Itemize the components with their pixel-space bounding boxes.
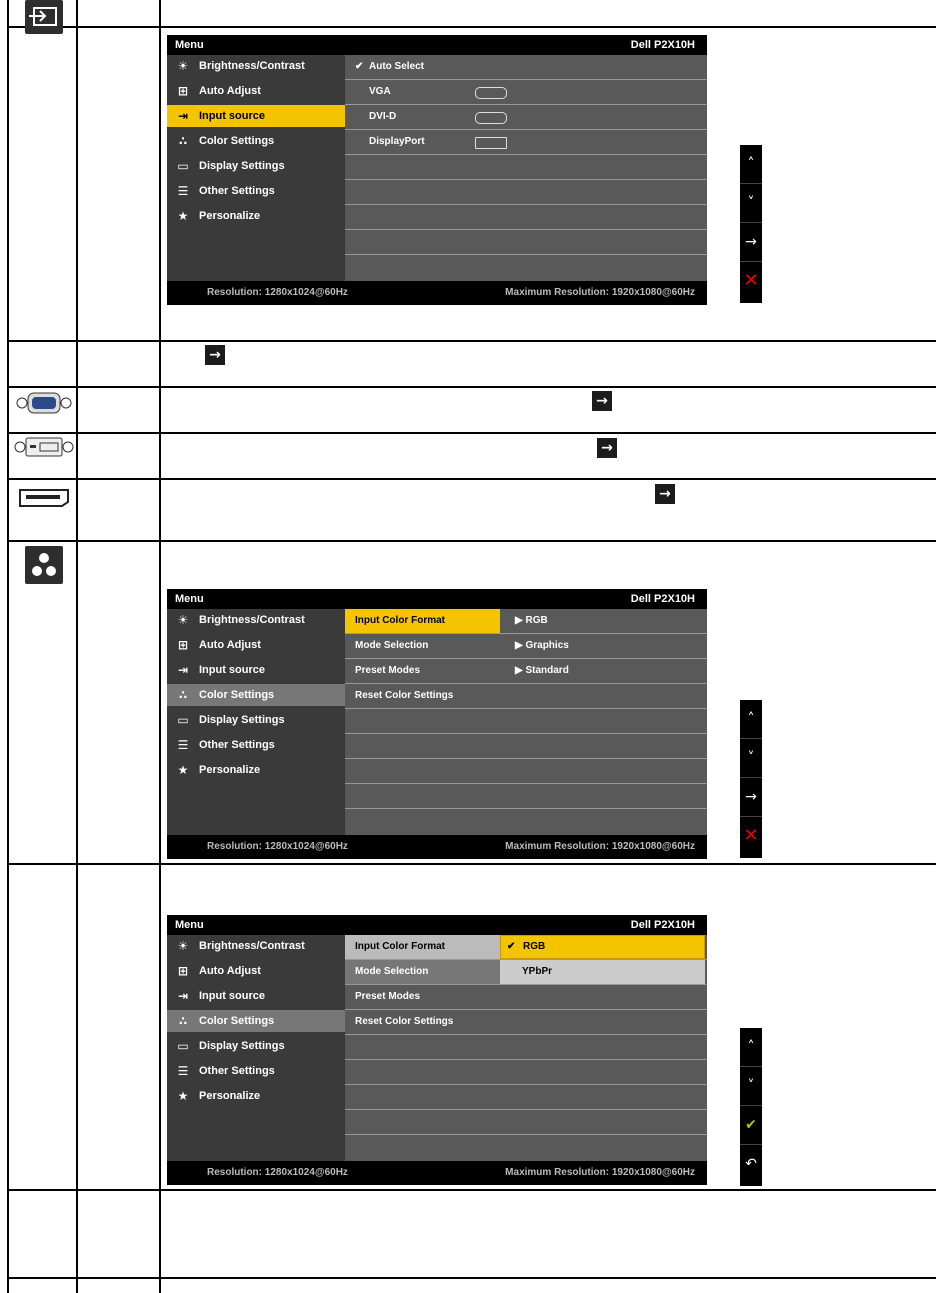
color-settings-icon — [25, 546, 63, 584]
menu-item-personalize[interactable]: ★ Personalize — [167, 759, 345, 781]
menu-item-brightness[interactable]: ☀ Brightness/Contrast — [167, 55, 345, 77]
menu-item-auto-adjust[interactable]: ⊞ Auto Adjust — [167, 634, 345, 656]
submenu-empty — [345, 1060, 707, 1085]
submenu-input-color-format[interactable]: Input Color Format — [345, 935, 707, 960]
up-button[interactable]: ˄ — [740, 700, 762, 739]
sliders-icon: ☰ — [177, 738, 189, 752]
sliders-icon: ☰ — [177, 1064, 189, 1078]
sliders-icon: ☰ — [177, 184, 189, 198]
right-arrow-icon: → — [205, 345, 225, 365]
check-icon: ✔ — [355, 61, 364, 72]
menu-item-input-source[interactable]: ⇥ Input source — [167, 105, 345, 127]
table-border-left — [7, 0, 9, 1293]
submenu-empty — [345, 155, 707, 180]
display-icon: ▭ — [177, 713, 189, 727]
control-bar — [740, 700, 762, 858]
submenu-reset-color[interactable]: Reset Color Settings — [345, 684, 707, 709]
row-divider — [7, 432, 936, 434]
row-divider — [7, 26, 936, 28]
menu-item-other-settings[interactable]: ☰ Other Settings — [167, 1060, 345, 1082]
row-divider — [7, 1277, 936, 1279]
osd-menu-label: Menu — [175, 39, 204, 51]
vga-connector-icon — [16, 390, 72, 421]
color-settings-icon: ∴ — [178, 1014, 188, 1028]
right-arrow-icon: → — [592, 391, 612, 411]
submenu-auto-select[interactable]: ✔ Auto Select — [345, 55, 707, 80]
displayport-connector-icon — [18, 488, 70, 513]
osd-status-bar: Resolution: 1280x1024@60Hz Maximum Resolution: 1920x1080@60Hz — [167, 1161, 707, 1185]
star-icon: ★ — [177, 763, 189, 777]
value-standard: ▶ Standard — [515, 665, 569, 676]
submenu-empty — [345, 1085, 707, 1110]
menu-item-display-settings[interactable]: ▭ Display Settings — [167, 1035, 345, 1057]
star-icon: ★ — [177, 1089, 189, 1103]
table-col-divider-2 — [159, 0, 161, 1293]
submenu-mode-selection[interactable]: Mode Selection — [345, 960, 707, 985]
resolution-text: Resolution: 1280x1024@60Hz — [207, 287, 348, 298]
menu-item-display-settings[interactable]: ▭ Display Settings — [167, 709, 345, 731]
row-divider — [7, 1189, 936, 1191]
submenu-displayport[interactable]: DisplayPort — [345, 130, 707, 155]
close-button[interactable]: ✕ — [743, 825, 759, 846]
menu-item-color-settings[interactable]: ∴ Color Settings — [167, 684, 345, 706]
display-icon: ▭ — [177, 159, 189, 173]
osd-submenu — [345, 609, 707, 835]
check-button[interactable]: ✔ — [740, 1106, 762, 1145]
star-icon: ★ — [177, 209, 189, 223]
value-graphics: ▶ Graphics — [515, 640, 569, 651]
osd-submenu — [345, 935, 707, 1161]
osd-title-bar — [167, 35, 707, 55]
menu-item-other-settings[interactable]: ☰ Other Settings — [167, 734, 345, 756]
osd-title-bar: Menu Dell P2X10H — [167, 915, 707, 935]
value-rgb: ▶ RGB — [515, 615, 548, 626]
submenu-input-color-format[interactable]: Input Color Format ▶ RGB — [345, 609, 707, 634]
row-divider — [7, 863, 936, 865]
table-col-divider-1 — [76, 0, 78, 1293]
display-icon: ▭ — [177, 1039, 189, 1053]
menu-item-brightness[interactable]: ☀ Brightness/Contrast — [167, 935, 345, 957]
displayport-connector-icon — [475, 137, 507, 149]
control-bar — [740, 145, 762, 303]
auto-adjust-icon: ⊞ — [177, 638, 189, 652]
submenu-empty — [345, 1035, 707, 1060]
submenu-preset-modes[interactable]: Preset Modes ▶ Standard — [345, 659, 707, 684]
osd-title-bar: Menu Dell P2X10H — [167, 589, 707, 609]
submenu-dvi-d[interactable]: DVI-D — [345, 105, 707, 130]
back-button[interactable]: ↶ — [745, 1156, 757, 1172]
auto-adjust-icon: ⊞ — [177, 84, 189, 98]
row-divider — [7, 540, 936, 542]
menu-item-display-settings[interactable]: ▭ Display Settings — [167, 155, 345, 177]
row-divider — [7, 340, 936, 342]
down-button[interactable]: ˅ — [740, 1067, 762, 1106]
up-button[interactable]: ˄ — [740, 1028, 762, 1067]
sun-icon: ☀ — [177, 59, 189, 73]
vga-connector-icon — [475, 87, 507, 99]
input-source-icon: ⇥ — [177, 663, 189, 677]
osd-main-menu — [167, 55, 345, 281]
color-settings-icon: ∴ — [178, 134, 188, 148]
control-bar — [740, 1028, 762, 1186]
osd-main-menu — [167, 609, 345, 835]
check-icon: ✔ — [507, 941, 516, 952]
menu-item-personalize[interactable]: ★ Personalize — [167, 1085, 345, 1107]
right-arrow-icon: → — [655, 484, 675, 504]
submenu-empty — [345, 205, 707, 230]
menu-item-auto-adjust[interactable]: ⊞ Auto Adjust — [167, 960, 345, 982]
dvi-connector-icon — [475, 112, 507, 124]
up-button[interactable]: ˄ — [740, 145, 762, 184]
right-arrow-icon: → — [597, 438, 617, 458]
submenu-empty — [345, 759, 707, 784]
osd-input-color-format — [167, 915, 707, 1185]
right-button[interactable]: → — [740, 223, 762, 262]
right-button[interactable]: → — [740, 778, 762, 817]
submenu-empty — [345, 734, 707, 759]
menu-item-auto-adjust[interactable]: ⊞ Auto Adjust — [167, 80, 345, 102]
menu-item-color-settings[interactable]: ∴ Color Settings — [167, 1010, 345, 1032]
osd-model-label: Dell P2X10H — [630, 39, 695, 51]
submenu-empty — [345, 709, 707, 734]
close-button[interactable]: ✕ — [743, 270, 759, 291]
submenu-empty — [345, 230, 707, 255]
submenu-empty — [345, 180, 707, 205]
input-source-icon: ⇥ — [177, 109, 189, 123]
row-divider — [7, 478, 936, 480]
submenu-reset-color[interactable]: Reset Color Settings — [345, 1010, 707, 1035]
submenu-mode-selection[interactable]: Mode Selection ▶ Graphics — [345, 634, 707, 659]
submenu-vga[interactable]: VGA — [345, 80, 707, 105]
option-ypbpr[interactable]: YPbPr — [500, 960, 705, 984]
menu-item-brightness[interactable]: ☀ Brightness/Contrast — [167, 609, 345, 631]
menu-item-color-settings[interactable]: ∴ Color Settings — [167, 130, 345, 152]
row-divider — [7, 386, 936, 388]
submenu-empty — [345, 784, 707, 809]
submenu-empty — [345, 1110, 707, 1135]
osd-status-bar — [167, 281, 707, 305]
menu-item-input-source[interactable]: ⇥ Input source — [167, 659, 345, 681]
menu-item-personalize[interactable]: ★ Personalize — [167, 205, 345, 227]
dvi-connector-icon — [14, 435, 74, 464]
osd-submenu — [345, 55, 707, 281]
sun-icon: ☀ — [177, 939, 189, 953]
osd-status-bar: Resolution: 1280x1024@60Hz Maximum Resolution: 1920x1080@60Hz — [167, 835, 707, 859]
option-rgb[interactable]: ✔ RGB — [500, 935, 705, 959]
submenu-preset-modes[interactable]: Preset Modes — [345, 985, 707, 1010]
menu-item-other-settings[interactable]: ☰ Other Settings — [167, 180, 345, 202]
osd-main-menu — [167, 935, 345, 1161]
input-source-icon — [25, 0, 63, 34]
osd-input-source — [167, 35, 707, 305]
color-settings-icon: ∴ — [178, 688, 188, 702]
down-button[interactable]: ˅ — [740, 184, 762, 223]
max-resolution-text: Maximum Resolution: 1920x1080@60Hz — [505, 287, 695, 298]
menu-item-input-source[interactable]: ⇥ Input source — [167, 985, 345, 1007]
input-source-icon: ⇥ — [177, 989, 189, 1003]
auto-adjust-icon: ⊞ — [177, 964, 189, 978]
sun-icon: ☀ — [177, 613, 189, 627]
down-button[interactable]: ˅ — [740, 739, 762, 778]
osd-color-settings — [167, 589, 707, 859]
